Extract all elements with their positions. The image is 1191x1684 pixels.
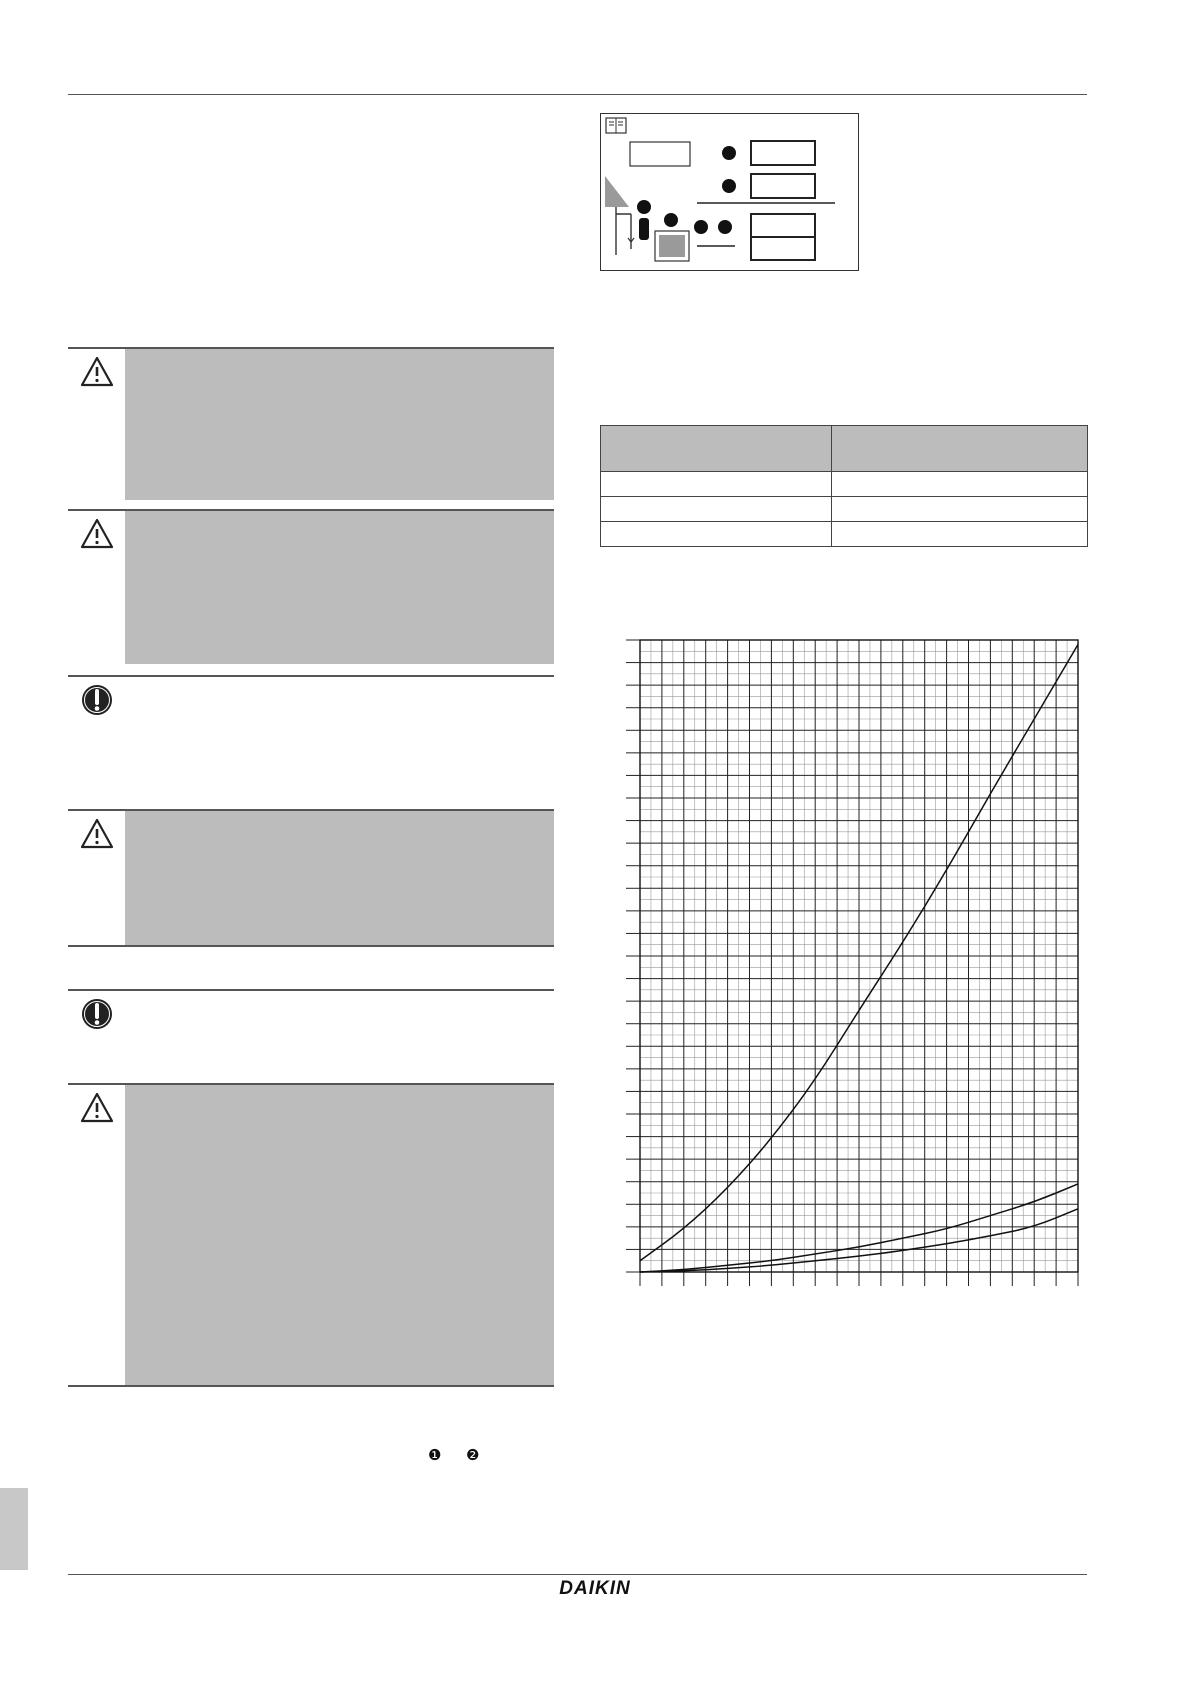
warning-triangle-icon bbox=[80, 1091, 114, 1125]
warning-shade bbox=[125, 1085, 554, 1387]
warning-block-1 bbox=[68, 347, 554, 500]
warning-shade bbox=[125, 511, 554, 664]
notice-block-2 bbox=[68, 989, 554, 1075]
table-cell bbox=[601, 472, 832, 497]
warning-block-4 bbox=[68, 1083, 554, 1387]
label-field-box bbox=[630, 142, 690, 166]
table-cell bbox=[601, 497, 832, 522]
spec-table bbox=[600, 425, 1088, 547]
table-cell bbox=[832, 522, 1088, 547]
refrigerant-label-diagram bbox=[600, 113, 859, 271]
step-marker-1: ❶ bbox=[428, 1447, 442, 1464]
table-header-cell bbox=[601, 426, 832, 472]
cylinder-icon bbox=[639, 218, 649, 240]
notice-block-1 bbox=[68, 675, 554, 800]
warning-triangle-icon bbox=[80, 355, 114, 389]
warning-shade bbox=[125, 811, 554, 947]
side-tab bbox=[0, 1488, 28, 1570]
step-marker-2: ❷ bbox=[466, 1447, 480, 1464]
warning-block-2 bbox=[68, 509, 554, 664]
warning-shade bbox=[125, 349, 554, 500]
chart-ticks bbox=[626, 640, 1078, 1286]
table-cell bbox=[601, 522, 832, 547]
exclamation-circle-icon bbox=[80, 683, 114, 717]
warning-block-3 bbox=[68, 809, 554, 947]
gray-wedge bbox=[605, 176, 629, 207]
end-rule bbox=[68, 1385, 554, 1388]
footer-rule bbox=[68, 1574, 1087, 1575]
table-header-row bbox=[601, 426, 1088, 472]
book-icon bbox=[606, 118, 626, 133]
brand-logo: DAIKIN bbox=[559, 1578, 631, 1599]
table-row bbox=[601, 472, 1088, 497]
label-value-box-2 bbox=[751, 174, 815, 198]
exclamation-circle-icon bbox=[80, 997, 114, 1031]
table-header-cell bbox=[832, 426, 1088, 472]
curve-chart bbox=[600, 636, 1090, 1296]
separator-block bbox=[68, 945, 554, 991]
warning-triangle-icon bbox=[80, 517, 114, 551]
table-cell bbox=[832, 497, 1088, 522]
label-diagram-drawing bbox=[601, 114, 858, 270]
table-row bbox=[601, 522, 1088, 547]
table-row bbox=[601, 497, 1088, 522]
warning-triangle-icon bbox=[80, 817, 114, 851]
label-value-box-1 bbox=[751, 141, 815, 165]
chart-grid-major bbox=[640, 640, 1078, 1272]
header-rule bbox=[68, 94, 1087, 95]
table-cell bbox=[832, 472, 1088, 497]
